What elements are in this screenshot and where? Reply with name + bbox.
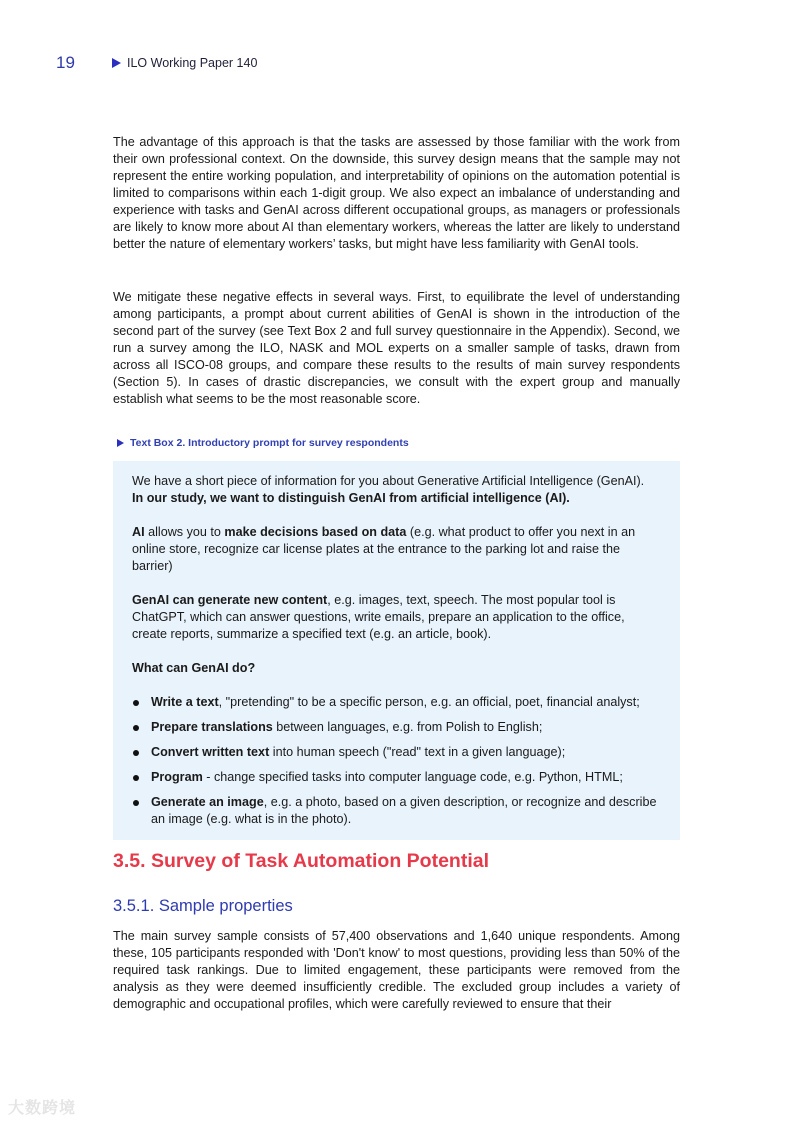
paragraph: We mitigate these negative effects in several ways. First, to equilibrate the level of understanding among participants, a prompt about current abilities of GenAI is shown in the introduction of the second part of the survey (see Text Box 2 and full survey questionnaire in the Appendix). Second, we run a survey among the ILO, NASK and MOL experts on a smaller sample of tasks, drawn from across all ISCO-08 groups, and compare these results to the results of main survey respondents (Section 5). In cases of drastic discrepancies, we consult with the expert group and manually establish what seems to be the most reasonable score.: [113, 290, 680, 406]
capability-list: [132, 694, 661, 828]
item-text: - change specified tasks into computer language code, e.g. Python, HTML;: [202, 770, 623, 784]
list-item: [132, 744, 661, 761]
section-heading: 3.5. Survey of Task Automation Potential: [113, 850, 489, 872]
list-item: [132, 769, 661, 786]
paragraph: The main survey sample consists of 57,400 observations and 1,640 unique respondents. Among these, 105 participants responded with 'Don't know' to most questions, providing less than 50% of the required task rankings. Due to limited engagement, these participants were removed from the analysis as they were deemed insufficiently credible. The excluded group includes a variety of demographic and occupational profiles, which were carefully reviewed to ensure that their: [113, 929, 680, 1011]
list-item: [132, 794, 661, 828]
item-bold: Prepare translations: [151, 720, 273, 734]
genai-rest: , e.g. images, text, speech. The most popular tool is ChatGPT, which can answer questions, write emails, prepare an application to the office, create reports, summarize a specified text (e.g. an article, book).: [132, 593, 625, 641]
question: [132, 660, 661, 677]
paragraph: The advantage of this approach is that the tasks are assessed by those familiar with the work from their own professional context. On the downside, this survey design means that the sample may not represent the entire working population, and interpretability of opinions on the automation potential is limited to comparisons within each 1-digit group. We also expect an imbalance of understanding and experience with tasks and GenAI across different occupational groups, as managers or professionals are likely to know more about AI than elementary workers, whereas the latter are likely to understand better the nature of elementary workers’ tasks, but might have less familiarity with GenAI tools.: [113, 135, 680, 251]
genai-bold: GenAI can generate new content: [132, 593, 328, 607]
ai-mid: allows you to: [144, 525, 225, 539]
text-box-title: [117, 437, 409, 449]
question-text: What can GenAI do?: [132, 661, 256, 675]
item-text: , "pretending" to be a specific person, e.g. an official, poet, financial analyst;: [218, 695, 640, 709]
watermark-logo: 大数跨境: [8, 1100, 77, 1117]
running-title: [112, 56, 257, 70]
ai-bold: make decisions based on data: [224, 525, 407, 539]
item-bold: Convert written text: [151, 745, 270, 759]
intro-text: We have a short piece of information for you about Generative Artificial Intelligence (GenAI).: [132, 474, 645, 488]
item-text: into human speech ("read" text in a given language);: [269, 745, 566, 759]
text-box-title-text: Text Box 2. Introductory prompt for survey respondents: [130, 437, 409, 449]
list-item: [132, 719, 661, 736]
ai-rest: (e.g. what product to offer you next in an online store, recognize car license plates at the entrance to the parking lot and raise the barrier): [132, 525, 636, 573]
intro-bold: In our study, we want to distinguish GenAI from artificial intelligence (AI).: [132, 491, 570, 505]
text-box: [113, 461, 680, 840]
triangle-icon: [117, 439, 124, 447]
item-text: between languages, e.g. from Polish to English;: [272, 720, 543, 734]
ai-term: AI: [132, 525, 145, 539]
item-bold: Generate an image: [151, 795, 264, 809]
intro: [132, 473, 661, 507]
page-number: 19: [56, 53, 75, 72]
list-item: [132, 694, 661, 711]
triangle-icon: [112, 58, 121, 68]
item-bold: Write a text: [151, 695, 219, 709]
genai-definition: [132, 592, 661, 643]
ai-definition: [132, 524, 661, 575]
subsection-heading: 3.5.1. Sample properties: [113, 897, 293, 915]
item-bold: Program: [151, 770, 203, 784]
running-title-text: ILO Working Paper 140: [127, 56, 258, 70]
item-text: , e.g. a photo, based on a given description, or recognize and describe an image (e.g. what is in the photo).: [151, 795, 657, 826]
